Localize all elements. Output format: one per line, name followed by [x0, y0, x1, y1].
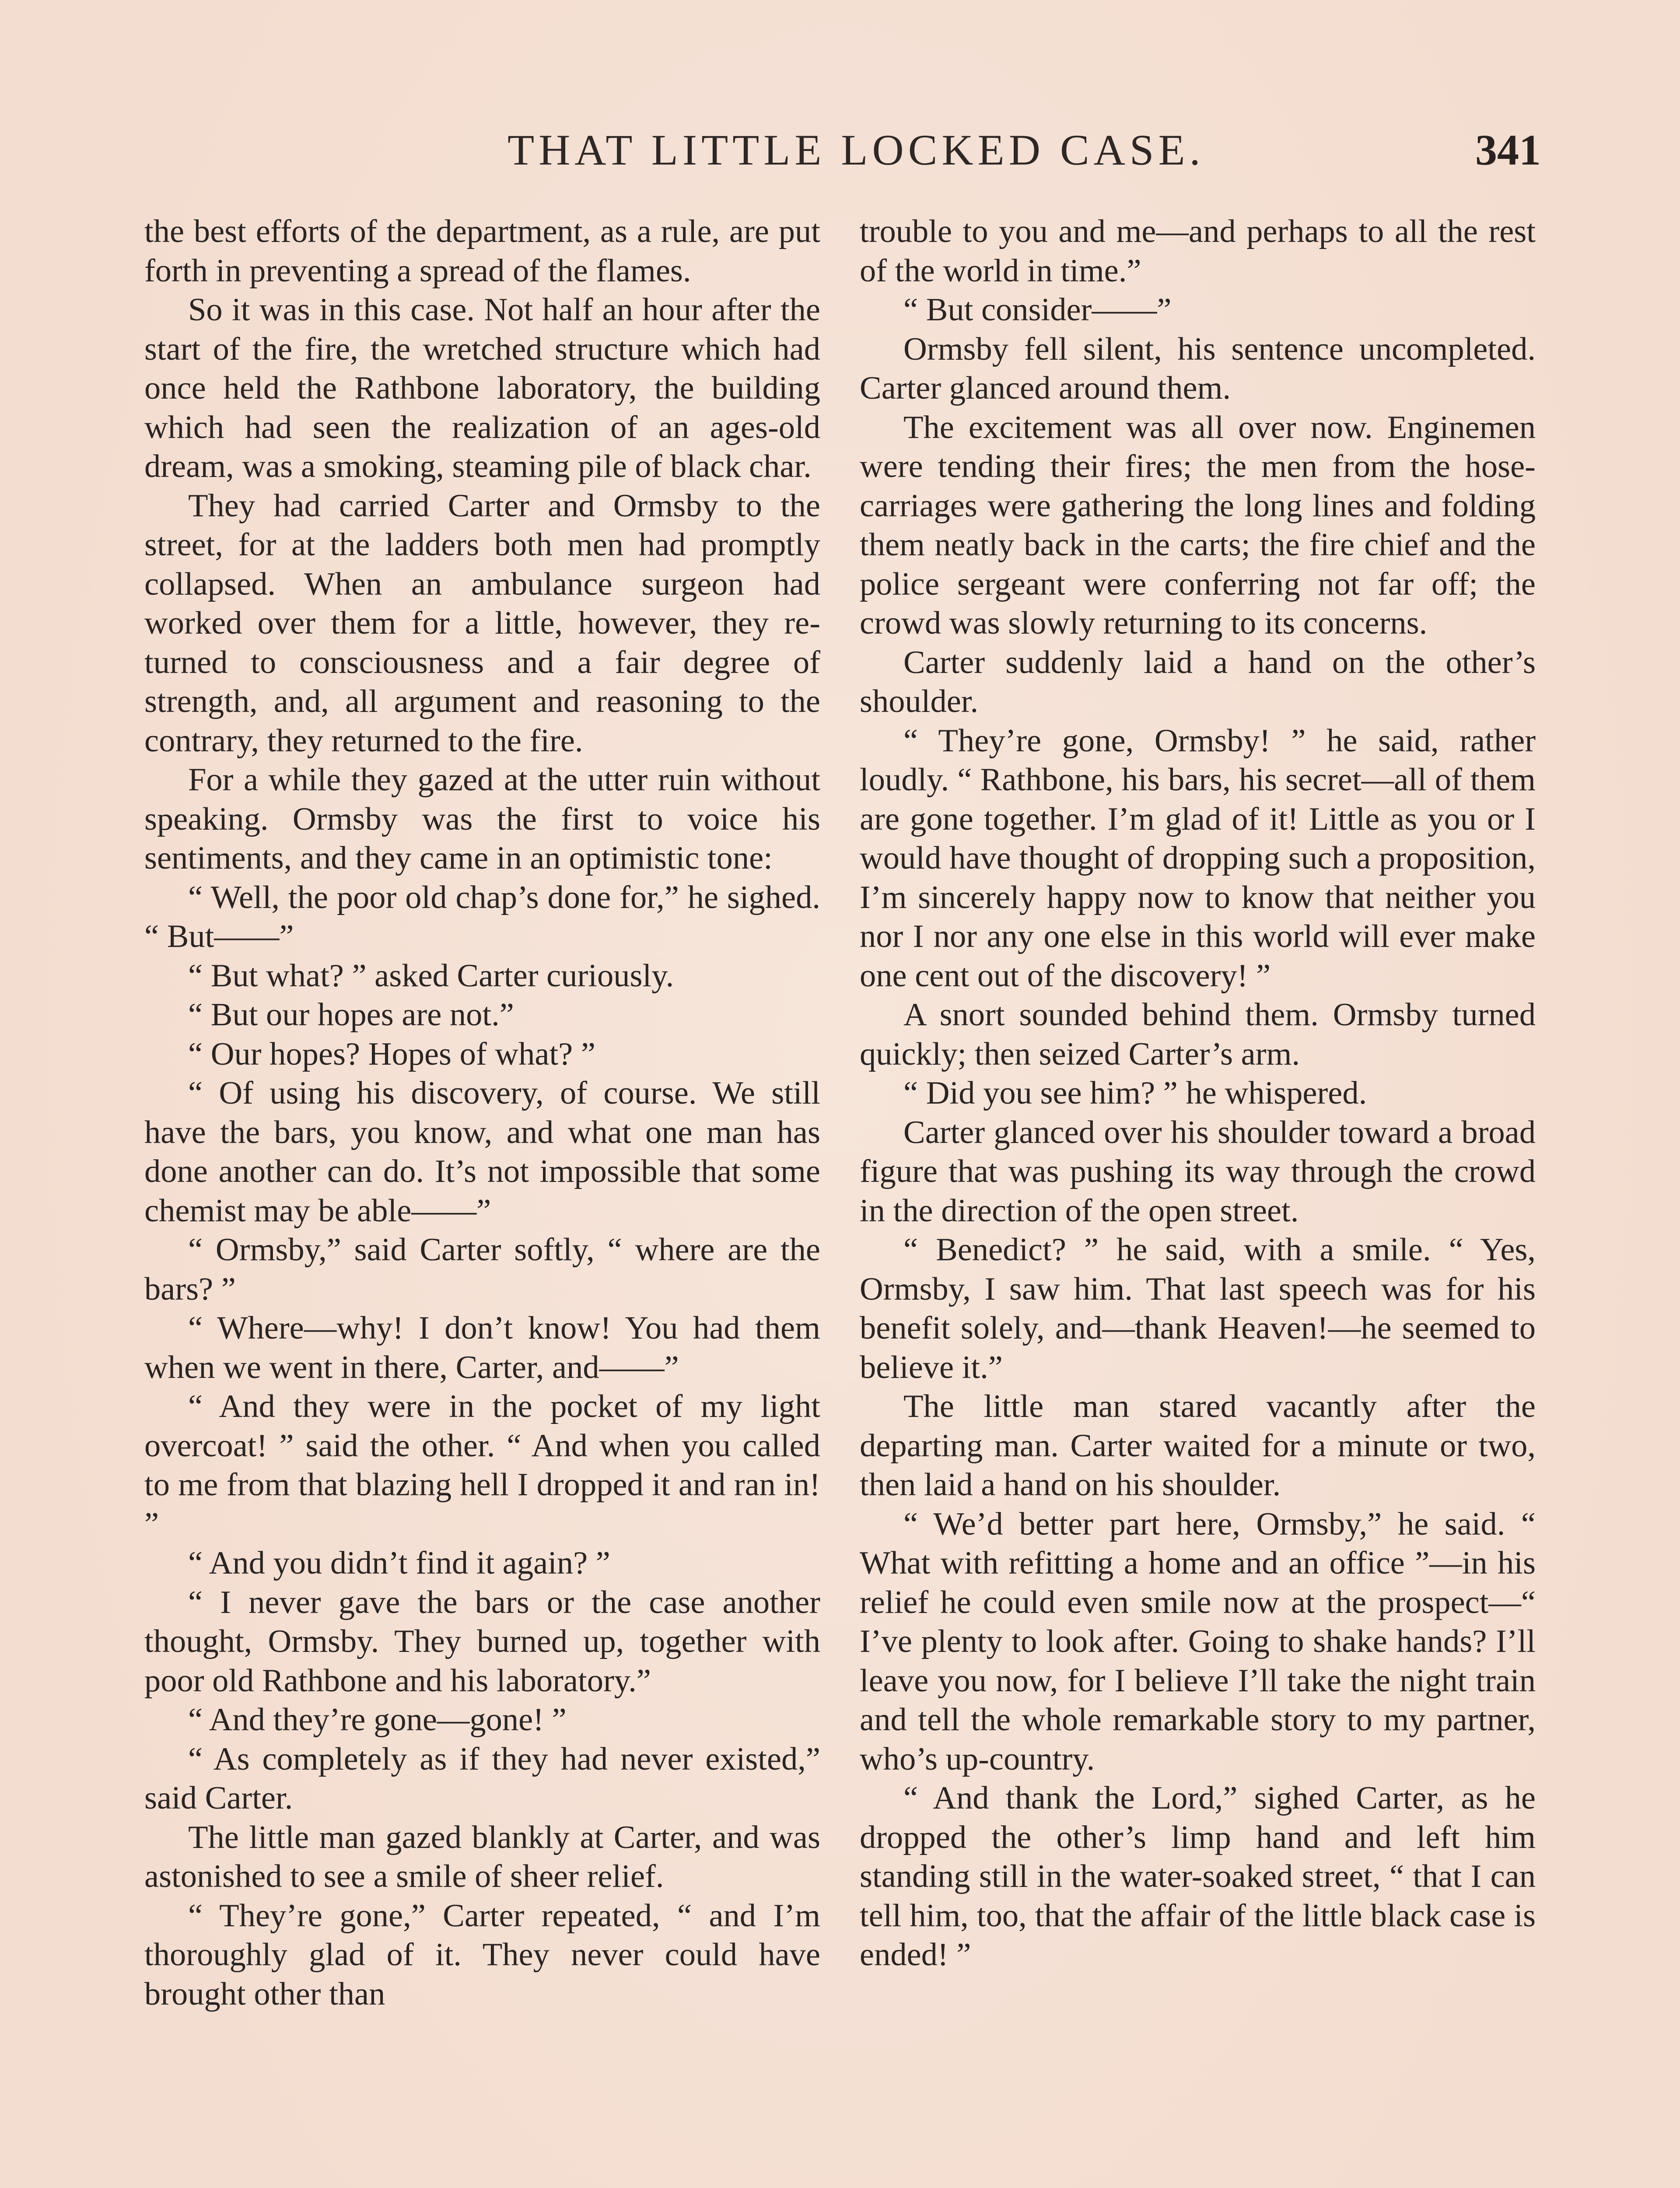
paragraph: “ Did you see him? ” he whispered.: [903, 1075, 1367, 1111]
paragraph: “ But our hopes are not.”: [188, 997, 514, 1033]
paragraph: “ As completely as if they had never existed,” said Carter.: [144, 1741, 820, 1816]
paragraph: “ We’d better part here, Ormsby,” he said. “ What with refitting a home and an office ”—in his relief he could even smile now at the prospect—“ I’ve plenty to look after. Going to shake hands? I’ll leave you now, for I believe I’ll take the night train and tell the whole remarkable story to my partner, who’s up-country.: [860, 1506, 1536, 1777]
paragraph: The excitement was all over now. Enginemen were tending their fires; the men from the hose-carriages were gathering the long lines and folding them neatly back in the carts; the fire chief and the police sergeant were conferring not far off; the crowd was slowly returning to its concerns.: [860, 409, 1536, 641]
paragraph: “ They’re gone,” Carter repeated, “ and I’m thoroughly glad of it. They never could have brought other than: [144, 1897, 820, 2012]
paragraph: So it was in this case. Not half an hour after the start of the fire, the wretched structure which had once held the Rathbone laboratory, the building which had seen the realization of an ages-old dream, was a smoking, steaming pile of black char.: [144, 292, 820, 484]
paragraph: “ Well, the poor old chap’s done for,” he sighed. “ But——”: [144, 879, 820, 954]
paragraph: The little man gazed blankly at Carter, and was astonished to see a smile of sheer relief.: [144, 1819, 820, 1894]
paragraph: “ Benedict? ” he said, with a smile. “ Yes, Ormsby, I saw him. That last speech was for his benefit solely, and—thank Heaven!—he seemed to believe it.”: [860, 1232, 1536, 1385]
paragraph: “ And you didn’t find it again? ”: [188, 1545, 610, 1581]
paragraph: “ Where—why! I don’t know! You had them when we went in there, Carter, and——”: [144, 1310, 820, 1385]
paragraph: Ormsby fell silent, his sentence uncompleted. Carter glanced around them.: [860, 331, 1536, 406]
paragraph: “ Our hopes? Hopes of what? ”: [188, 1036, 595, 1072]
paragraph: “ Ormsby,” said Carter softly, “ where are the bars? ”: [144, 1232, 820, 1307]
paragraph: “ But what? ” asked Carter curiously.: [188, 957, 674, 994]
paragraph: trouble to you and me—and perhaps to all the rest of the world in time.”: [860, 214, 1536, 289]
paragraph: the best efforts of the department, as a rule, are put forth in preventing a spread of the flames.: [144, 214, 820, 289]
paragraph: “ And they were in the pocket of my light overcoat! ” said the other. “ And when you called to me from that blazing hell I dropped it and ran in! ”: [144, 1389, 820, 1542]
paragraph: “ But consider——”: [903, 292, 1172, 328]
paragraph: For a while they gazed at the utter ruin without speaking. Ormsby was the first to voice his sentiments, and they came in an optimistic tone:: [144, 762, 820, 876]
paragraph: “ And thank the Lord,” sighed Carter, as he dropped the other’s limp hand and left him standing still in the water-soaked street, “ that I can tell him, too, that the affair of the little black case is ended! ”: [860, 1780, 1536, 1973]
right-text-column: [860, 212, 1536, 1975]
running-title: THAT LITTLE LOCKED CASE.: [508, 126, 1205, 174]
page-number: 341: [1475, 126, 1541, 174]
paragraph: “ And they’re gone—gone! ”: [188, 1702, 567, 1738]
paragraph: They had carried Carter and Ormsby to the street, for at the ladders both men had promptly collapsed. When an ambulance surgeon had worked over them for a little, however, they returned to consciousness and a fair degree of strength, and, all argument and reasoning to the contrary, they returned to the fire.: [144, 487, 820, 759]
paragraph: “ They’re gone, Ormsby! ” he said, rather loudly. “ Rathbone, his bars, his secret—all of them are gone together. I’m glad of it! Little as you or I would have thought of dropping such a proposition, I’m sincerely happy now to know that neither you nor I nor any one else in this world will ever make one cent out of the discovery! ”: [860, 722, 1536, 994]
paragraph: Carter glanced over his shoulder toward a broad figure that was pushing its way through the crowd in the direction of the open street.: [860, 1114, 1536, 1229]
paragraph: “ Of using his discovery, of course. We still have the bars, you know, and what one man has done another can do. It’s not impossible that some chemist may be able——”: [144, 1075, 820, 1229]
left-text-column: [144, 212, 820, 2014]
paragraph: A snort sounded behind them. Ormsby turned quickly; then seized Carter’s arm.: [860, 997, 1536, 1072]
paragraph: The little man stared vacantly after the departing man. Carter waited for a minute or two, then laid a hand on his shoulder.: [860, 1389, 1536, 1503]
paragraph: Carter suddenly laid a hand on the other’s shoulder.: [860, 644, 1536, 719]
paragraph: “ I never gave the bars or the case another thought, Ormsby. They burned up, together with poor old Rathbone and his laboratory.”: [144, 1584, 820, 1699]
